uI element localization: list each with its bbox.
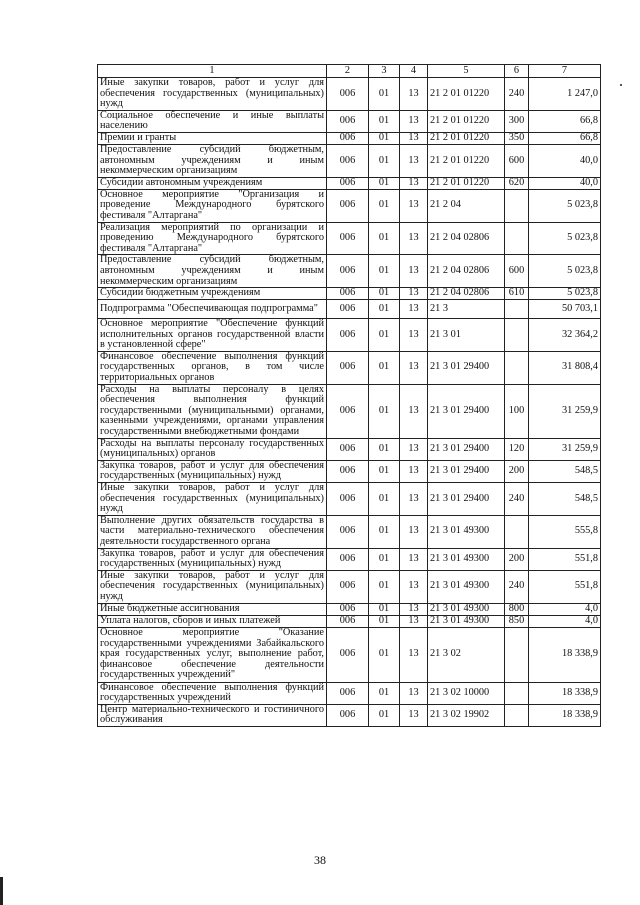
subsection-cell: 13 bbox=[400, 110, 428, 132]
scan-edge-mark bbox=[0, 877, 3, 905]
table-row bbox=[98, 300, 601, 319]
expense-type-cell bbox=[505, 300, 529, 319]
target-article-cell: 21 2 01 01220 bbox=[428, 144, 505, 177]
row-name-cell: Социальное обеспечение и иные выплаты населению bbox=[98, 110, 327, 132]
amount-cell: 66,8 bbox=[529, 110, 601, 132]
target-article-cell: 21 3 02 19902 bbox=[428, 704, 505, 726]
subsection-cell: 13 bbox=[400, 288, 428, 300]
table-row bbox=[98, 78, 601, 111]
expense-type-cell bbox=[505, 319, 529, 352]
row-name-cell: Иные бюджетные ассигнования bbox=[98, 603, 327, 615]
ministry-code-cell: 006 bbox=[327, 704, 369, 726]
expense-type-cell bbox=[505, 682, 529, 704]
target-article-cell: 21 2 04 bbox=[428, 189, 505, 222]
subsection-cell: 13 bbox=[400, 189, 428, 222]
table-row bbox=[98, 438, 601, 460]
row-name-cell: Основное мероприятие "Оказание государственными учреждениями Забайкальского края государственных услуг, выполнение работ, финансовое обеспечение деятельности государственных учреждений" bbox=[98, 627, 327, 682]
expense-type-cell bbox=[505, 627, 529, 682]
table-row bbox=[98, 319, 601, 352]
ministry-code-cell: 006 bbox=[327, 682, 369, 704]
table-row bbox=[98, 515, 601, 548]
row-name-cell: Расходы на выплаты персоналу государственных (муниципальных) органов bbox=[98, 438, 327, 460]
ministry-code-cell: 006 bbox=[327, 177, 369, 189]
ministry-code-cell: 006 bbox=[327, 222, 369, 255]
table-row bbox=[98, 570, 601, 603]
ministry-code-cell: 006 bbox=[327, 460, 369, 482]
table-row bbox=[98, 384, 601, 438]
target-article-cell: 21 2 01 01220 bbox=[428, 78, 505, 111]
subsection-cell: 13 bbox=[400, 384, 428, 438]
row-name-cell: Иные закупки товаров, работ и услуг для обеспечения государственных (муниципальных) нужд bbox=[98, 78, 327, 111]
section-cell: 01 bbox=[369, 603, 400, 615]
subsection-cell: 13 bbox=[400, 78, 428, 111]
target-article-cell: 21 3 01 29400 bbox=[428, 460, 505, 482]
section-cell: 01 bbox=[369, 615, 400, 627]
subsection-cell: 13 bbox=[400, 438, 428, 460]
row-name-cell: Иные закупки товаров, работ и услуг для обеспечения государственных (муниципальных) нужд bbox=[98, 483, 327, 516]
row-name-cell: Закупка товаров, работ и услуг для обеспечения государственных (муниципальных) нужд bbox=[98, 548, 327, 570]
subsection-cell: 13 bbox=[400, 132, 428, 144]
row-name-cell: Предоставление субсидий бюджетным, автономным учреждениям и иным некоммерческим организациям bbox=[98, 255, 327, 288]
target-article-cell: 21 2 04 02806 bbox=[428, 222, 505, 255]
amount-cell: 1 247,0 bbox=[529, 78, 601, 111]
expense-type-cell: 620 bbox=[505, 177, 529, 189]
target-article-cell: 21 3 01 49300 bbox=[428, 603, 505, 615]
expense-type-cell bbox=[505, 222, 529, 255]
amount-cell: 5 023,8 bbox=[529, 255, 601, 288]
row-name-cell: Основное мероприятие "Обеспечение функций исполнительных органов государственной власти в установленной сфере" bbox=[98, 319, 327, 352]
expense-type-cell: 800 bbox=[505, 603, 529, 615]
ministry-code-cell: 006 bbox=[327, 603, 369, 615]
amount-cell: 5 023,8 bbox=[529, 288, 601, 300]
subsection-cell: 13 bbox=[400, 603, 428, 615]
ministry-code-cell: 006 bbox=[327, 255, 369, 288]
subsection-cell: 13 bbox=[400, 222, 428, 255]
table-body bbox=[98, 78, 601, 727]
section-cell: 01 bbox=[369, 515, 400, 548]
amount-cell: 32 364,2 bbox=[529, 319, 601, 352]
amount-cell: 551,8 bbox=[529, 570, 601, 603]
subsection-cell: 13 bbox=[400, 351, 428, 384]
header-cell: 7 bbox=[529, 65, 601, 78]
target-article-cell: 21 3 01 49300 bbox=[428, 548, 505, 570]
expense-type-cell: 600 bbox=[505, 144, 529, 177]
table-row bbox=[98, 110, 601, 132]
row-name-cell: Закупка товаров, работ и услуг для обеспечения государственных (муниципальных) нужд bbox=[98, 460, 327, 482]
ministry-code-cell: 006 bbox=[327, 548, 369, 570]
amount-cell: 4,0 bbox=[529, 615, 601, 627]
expense-type-cell: 600 bbox=[505, 255, 529, 288]
amount-cell: 50 703,1 bbox=[529, 300, 601, 319]
target-article-cell: 21 2 01 01220 bbox=[428, 177, 505, 189]
table-header-row bbox=[98, 65, 601, 78]
subsection-cell: 13 bbox=[400, 460, 428, 482]
section-cell: 01 bbox=[369, 110, 400, 132]
section-cell: 01 bbox=[369, 144, 400, 177]
target-article-cell: 21 3 01 bbox=[428, 319, 505, 352]
amount-cell: 551,8 bbox=[529, 548, 601, 570]
table-row bbox=[98, 615, 601, 627]
header-cell: 1 bbox=[98, 65, 327, 78]
ministry-code-cell: 006 bbox=[327, 351, 369, 384]
ministry-code-cell: 006 bbox=[327, 615, 369, 627]
row-name-cell: Субсидии бюджетным учреждениям bbox=[98, 288, 327, 300]
subsection-cell: 13 bbox=[400, 615, 428, 627]
subsection-cell: 13 bbox=[400, 548, 428, 570]
row-name-cell: Выполнение других обязательств государства в части материально-технического обеспечения деятельности государственного органа bbox=[98, 515, 327, 548]
ministry-code-cell: 006 bbox=[327, 515, 369, 548]
ministry-code-cell: 006 bbox=[327, 483, 369, 516]
section-cell: 01 bbox=[369, 222, 400, 255]
target-article-cell: 21 3 01 29400 bbox=[428, 483, 505, 516]
section-cell: 01 bbox=[369, 288, 400, 300]
header-cell: 5 bbox=[428, 65, 505, 78]
ministry-code-cell: 006 bbox=[327, 144, 369, 177]
ministry-code-cell: 006 bbox=[327, 319, 369, 352]
ministry-code-cell: 006 bbox=[327, 189, 369, 222]
ministry-code-cell: 006 bbox=[327, 300, 369, 319]
row-name-cell: Предоставление субсидий бюджетным, автономным учреждениям и иным некоммерческим организациям bbox=[98, 144, 327, 177]
expense-type-cell: 350 bbox=[505, 132, 529, 144]
row-name-cell: Основное мероприятие "Организация и проведение Международного бурятского фестиваля "Алтаргана" bbox=[98, 189, 327, 222]
target-article-cell: 21 2 01 01220 bbox=[428, 132, 505, 144]
row-name-cell: Премии и гранты bbox=[98, 132, 327, 144]
subsection-cell: 13 bbox=[400, 300, 428, 319]
budget-table bbox=[97, 64, 601, 727]
expense-type-cell: 610 bbox=[505, 288, 529, 300]
page-number: 38 bbox=[314, 853, 326, 867]
row-name-cell: Субсидии автономным учреждениям bbox=[98, 177, 327, 189]
expense-type-cell: 240 bbox=[505, 78, 529, 111]
ministry-code-cell: 006 bbox=[327, 78, 369, 111]
ministry-code-cell: 006 bbox=[327, 438, 369, 460]
amount-cell: 31 808,4 bbox=[529, 351, 601, 384]
section-cell: 01 bbox=[369, 351, 400, 384]
amount-cell: 66,8 bbox=[529, 132, 601, 144]
section-cell: 01 bbox=[369, 704, 400, 726]
amount-cell: 18 338,9 bbox=[529, 682, 601, 704]
section-cell: 01 bbox=[369, 189, 400, 222]
table-row bbox=[98, 704, 601, 726]
subsection-cell: 13 bbox=[400, 177, 428, 189]
section-cell: 01 bbox=[369, 438, 400, 460]
row-name-cell: Финансовое обеспечение выполнения функций государственных учреждений bbox=[98, 682, 327, 704]
table-row bbox=[98, 682, 601, 704]
ministry-code-cell: 006 bbox=[327, 288, 369, 300]
row-name-cell: Иные закупки товаров, работ и услуг для обеспечения государственных (муниципальных) нужд bbox=[98, 570, 327, 603]
expense-type-cell: 240 bbox=[505, 570, 529, 603]
expense-type-cell: 240 bbox=[505, 483, 529, 516]
row-name-cell: Финансовое обеспечение выполнения функций государственных органов, в том числе территориальных органов bbox=[98, 351, 327, 384]
amount-cell: 31 259,9 bbox=[529, 438, 601, 460]
subsection-cell: 13 bbox=[400, 704, 428, 726]
target-article-cell: 21 2 04 02806 bbox=[428, 288, 505, 300]
subsection-cell: 13 bbox=[400, 515, 428, 548]
table-row bbox=[98, 627, 601, 682]
header-cell: 4 bbox=[400, 65, 428, 78]
table-row bbox=[98, 189, 601, 222]
row-name-cell: Расходы на выплаты персоналу в целях обеспечения выполнения функций государственными (муниципальными) органами, казенными учреждениями, органами управления государственными внебюджетными фондами bbox=[98, 384, 327, 438]
target-article-cell: 21 3 02 bbox=[428, 627, 505, 682]
expense-type-cell bbox=[505, 351, 529, 384]
expense-type-cell: 300 bbox=[505, 110, 529, 132]
amount-cell: 4,0 bbox=[529, 603, 601, 615]
table-row bbox=[98, 132, 601, 144]
section-cell: 01 bbox=[369, 460, 400, 482]
subsection-cell: 13 bbox=[400, 144, 428, 177]
amount-cell: 555,8 bbox=[529, 515, 601, 548]
ministry-code-cell: 006 bbox=[327, 627, 369, 682]
section-cell: 01 bbox=[369, 483, 400, 516]
section-cell: 01 bbox=[369, 78, 400, 111]
amount-cell: 40,0 bbox=[529, 144, 601, 177]
row-name-cell: Подпрограмма "Обеспечивающая подпрограмма" bbox=[98, 300, 327, 319]
target-article-cell: 21 3 01 49300 bbox=[428, 515, 505, 548]
expense-type-cell bbox=[505, 189, 529, 222]
target-article-cell: 21 3 bbox=[428, 300, 505, 319]
amount-cell: 18 338,9 bbox=[529, 627, 601, 682]
amount-cell: 5 023,8 bbox=[529, 222, 601, 255]
table-row bbox=[98, 460, 601, 482]
target-article-cell: 21 3 01 29400 bbox=[428, 438, 505, 460]
amount-cell: 548,5 bbox=[529, 460, 601, 482]
row-name-cell: Реализация мероприятий по организации и проведению Международного бурятского фестиваля "Алтаргана" bbox=[98, 222, 327, 255]
ministry-code-cell: 006 bbox=[327, 384, 369, 438]
section-cell: 01 bbox=[369, 627, 400, 682]
table-row bbox=[98, 603, 601, 615]
subsection-cell: 13 bbox=[400, 570, 428, 603]
section-cell: 01 bbox=[369, 682, 400, 704]
amount-cell: 5 023,8 bbox=[529, 189, 601, 222]
amount-cell: 31 259,9 bbox=[529, 384, 601, 438]
table-row bbox=[98, 222, 601, 255]
subsection-cell: 13 bbox=[400, 319, 428, 352]
table-row bbox=[98, 255, 601, 288]
section-cell: 01 bbox=[369, 177, 400, 189]
ministry-code-cell: 006 bbox=[327, 110, 369, 132]
header-cell: 2 bbox=[327, 65, 369, 78]
ministry-code-cell: 006 bbox=[327, 132, 369, 144]
amount-cell: 18 338,9 bbox=[529, 704, 601, 726]
subsection-cell: 13 bbox=[400, 483, 428, 516]
target-article-cell: 21 2 01 01220 bbox=[428, 110, 505, 132]
subsection-cell: 13 bbox=[400, 682, 428, 704]
expense-type-cell bbox=[505, 515, 529, 548]
target-article-cell: 21 3 01 29400 bbox=[428, 384, 505, 438]
subsection-cell: 13 bbox=[400, 255, 428, 288]
target-article-cell: 21 3 01 29400 bbox=[428, 351, 505, 384]
table-row bbox=[98, 144, 601, 177]
target-article-cell: 21 2 04 02806 bbox=[428, 255, 505, 288]
expense-type-cell bbox=[505, 704, 529, 726]
section-cell: 01 bbox=[369, 319, 400, 352]
target-article-cell: 21 3 02 10000 bbox=[428, 682, 505, 704]
table-row bbox=[98, 177, 601, 189]
section-cell: 01 bbox=[369, 384, 400, 438]
expense-type-cell: 850 bbox=[505, 615, 529, 627]
table-row bbox=[98, 483, 601, 516]
row-name-cell: Уплата налогов, сборов и иных платежей bbox=[98, 615, 327, 627]
expense-type-cell: 200 bbox=[505, 460, 529, 482]
section-cell: 01 bbox=[369, 300, 400, 319]
expense-type-cell: 200 bbox=[505, 548, 529, 570]
section-cell: 01 bbox=[369, 132, 400, 144]
expense-type-cell: 100 bbox=[505, 384, 529, 438]
ministry-code-cell: 006 bbox=[327, 570, 369, 603]
target-article-cell: 21 3 01 49300 bbox=[428, 615, 505, 627]
table-row bbox=[98, 351, 601, 384]
row-name-cell: Центр материально-технического и гостиничного обслуживания bbox=[98, 704, 327, 726]
amount-cell: 40,0 bbox=[529, 177, 601, 189]
section-cell: 01 bbox=[369, 570, 400, 603]
header-cell: 6 bbox=[505, 65, 529, 78]
expense-type-cell: 120 bbox=[505, 438, 529, 460]
target-article-cell: 21 3 01 49300 bbox=[428, 570, 505, 603]
table-row bbox=[98, 548, 601, 570]
header-cell: 3 bbox=[369, 65, 400, 78]
amount-cell: 548,5 bbox=[529, 483, 601, 516]
subsection-cell: 13 bbox=[400, 627, 428, 682]
section-cell: 01 bbox=[369, 548, 400, 570]
section-cell: 01 bbox=[369, 255, 400, 288]
scan-speck bbox=[620, 84, 622, 86]
table-row bbox=[98, 288, 601, 300]
